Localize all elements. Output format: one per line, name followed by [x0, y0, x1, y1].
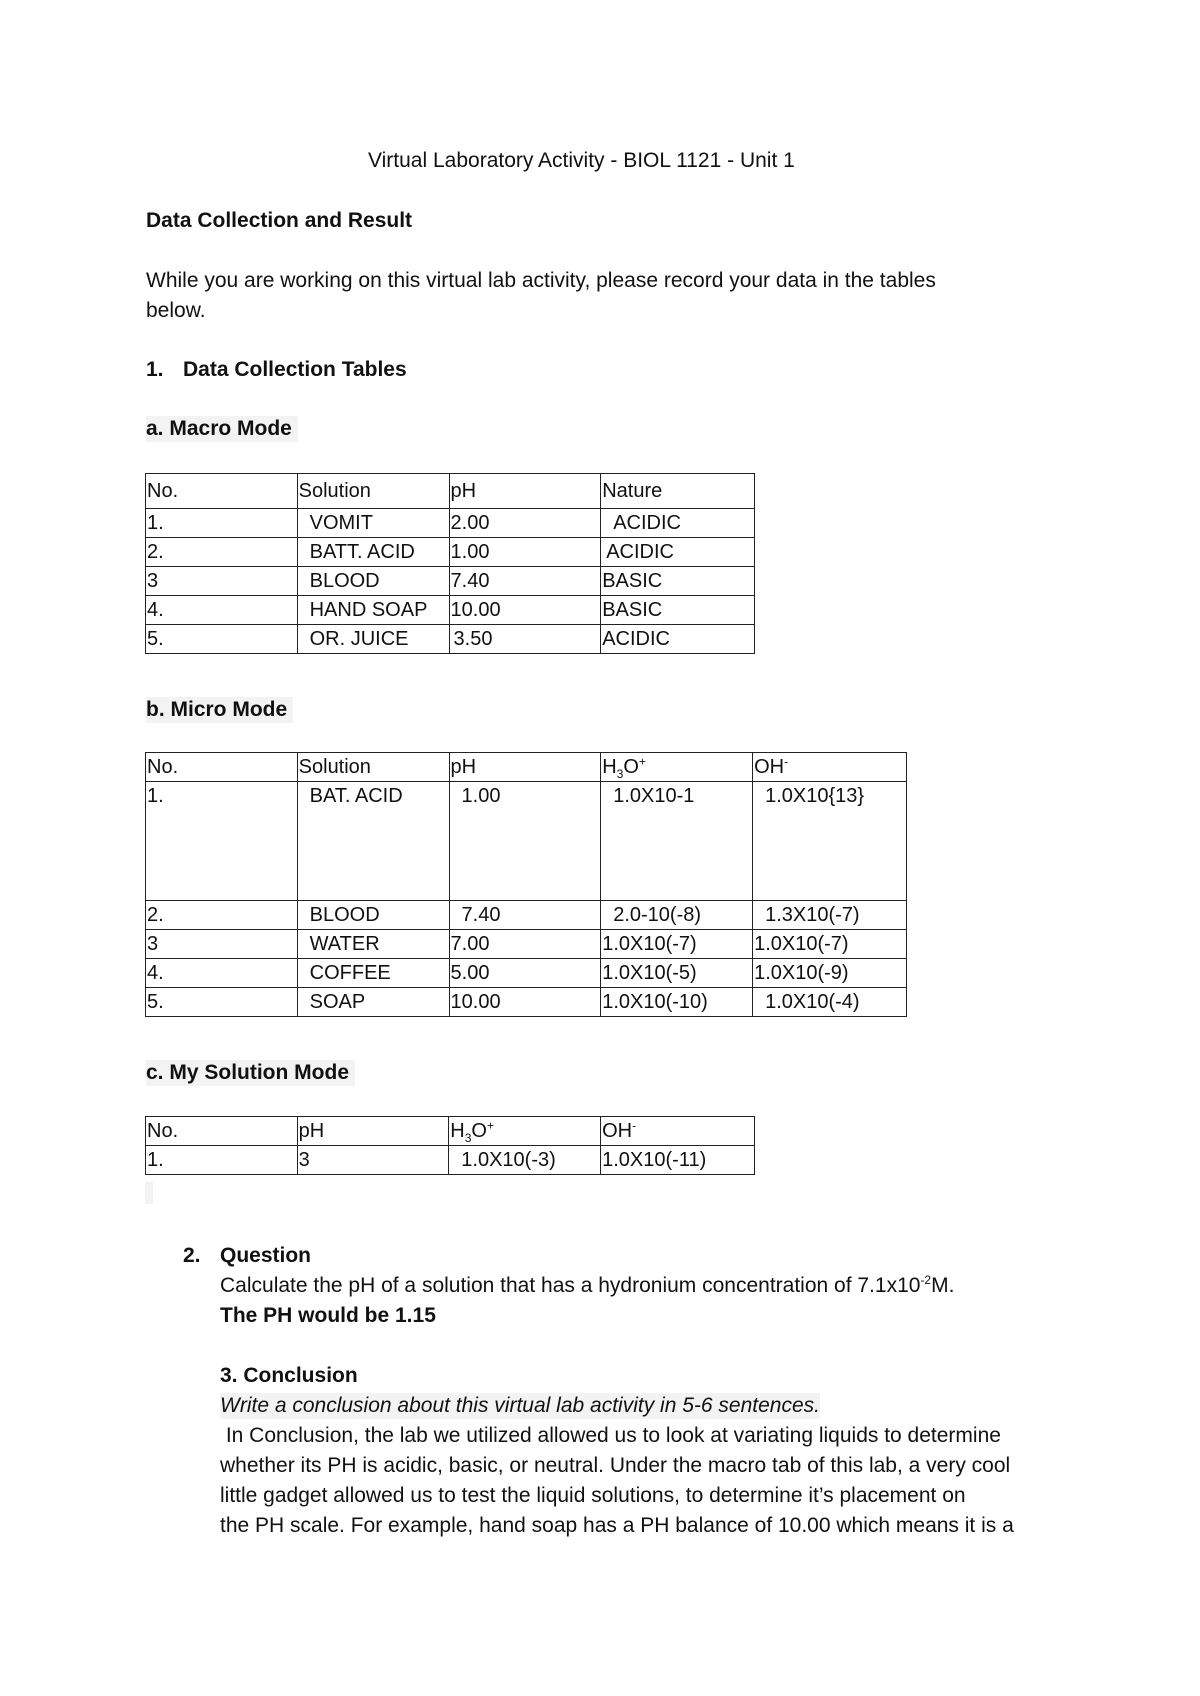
table-cell: 1.0X10(-7) [601, 930, 753, 959]
table-row [146, 959, 907, 988]
table-cell: 10.00 [449, 596, 601, 625]
table-cell: BLOOD [297, 567, 449, 596]
table-cell: 1. [146, 1146, 298, 1175]
table-cell: 1.0X10(-7) [753, 930, 907, 959]
table-cell: VOMIT [297, 509, 449, 538]
table-cell: 2. [146, 538, 298, 567]
table-cell: BAT. ACID [297, 782, 449, 901]
table-cell: 1. [146, 509, 298, 538]
table-cell: BASIC [601, 596, 755, 625]
header-cell: pH [297, 1117, 449, 1146]
table-cell: 1.0X10(-10) [601, 988, 753, 1017]
table-cell: 1.00 [449, 782, 601, 901]
table-row [146, 509, 755, 538]
conclusion-line-4: the PH scale. For example, hand soap has a PH balance of 10.00 which means it is a [220, 1514, 1014, 1537]
table-cell: OR. JUICE [297, 625, 449, 654]
mysolution-heading: c. My Solution Mode [146, 1060, 355, 1086]
header-cell: Solution [297, 474, 449, 509]
table-cell: BLOOD [297, 901, 449, 930]
table-cell: 1. [146, 782, 298, 901]
table-cell: 1.0X10{13} [753, 782, 907, 901]
question-number: 2. [183, 1244, 201, 1267]
page-title: Virtual Laboratory Activity - BIOL 1121 - Unit 1 [368, 149, 795, 172]
section-heading: Data Collection and Result [146, 209, 413, 232]
table-cell: 1.00 [449, 538, 601, 567]
header-cell-hydroxide: OH- [601, 1117, 755, 1146]
table-row [146, 988, 907, 1017]
header-cell: No. [146, 1117, 298, 1146]
table-cell: 1.3X10(-7) [753, 901, 907, 930]
table-cell: 1.0X10(-9) [753, 959, 907, 988]
table-cell: 2.0-10(-8) [601, 901, 753, 930]
table-cell: 5. [146, 988, 298, 1017]
table-cell: 7.00 [449, 930, 601, 959]
header-cell: No. [146, 753, 298, 782]
table-cell: COFFEE [297, 959, 449, 988]
table-row [146, 930, 907, 959]
table-cell: ACIDIC [601, 625, 755, 654]
table-cell: 3 [146, 567, 298, 596]
table-cell: 1.0X10(-3) [449, 1146, 601, 1175]
micro-heading: b. Micro Mode [146, 697, 293, 723]
table-cell: 3 [146, 930, 298, 959]
mysolution-table [145, 1116, 755, 1175]
table-cell: 10.00 [449, 988, 601, 1017]
question-text: Calculate the pH of a solution that has a hydronium concentration of $7.1x10^{-2}M$. [220, 1273, 955, 1297]
question-label: Question [220, 1244, 312, 1267]
table-header-row [146, 753, 907, 782]
section-1-number: 1. [146, 358, 164, 381]
conclusion-line-3: little gadget allowed us to test the liquid solutions, to determine it’s placement on [220, 1484, 966, 1507]
header-cell: Solution [297, 753, 449, 782]
conclusion-prompt: Write a conclusion about this virtual lab activity in 5-6 sentences. [220, 1394, 820, 1417]
table-cell: 3.50 [449, 625, 601, 654]
table-row [146, 1146, 755, 1175]
table-cell: 7.40 [449, 567, 601, 596]
blank-marker [145, 1182, 153, 1204]
table-cell: 3 [297, 1146, 449, 1175]
table-cell: 5.00 [449, 959, 601, 988]
table-cell: 1.0X10(-5) [601, 959, 753, 988]
table-header-row [146, 474, 755, 509]
header-cell: pH [449, 753, 601, 782]
table-cell: 1.0X10(-11) [601, 1146, 755, 1175]
header-cell-hydronium: $H_3O^+$ [449, 1117, 601, 1146]
table-row [146, 538, 755, 567]
header-cell-hydronium: $H_3O^+$ [601, 753, 753, 782]
table-cell: SOAP [297, 988, 449, 1017]
macro-heading: a. Macro Mode [146, 416, 298, 442]
section-1-label: Data Collection Tables [183, 358, 407, 381]
table-cell: BASIC [601, 567, 755, 596]
conclusion-heading: 3. Conclusion [220, 1364, 358, 1387]
macro-table [145, 473, 755, 654]
micro-table [145, 752, 907, 1017]
table-cell: WATER [297, 930, 449, 959]
table-cell: 1.0X10(-4) [753, 988, 907, 1017]
header-cell: No. [146, 474, 298, 509]
conclusion-line-1: In Conclusion, the lab we utilized allowed us to look at variating liquids to determine [220, 1424, 1001, 1447]
intro-line-2: below. [146, 299, 206, 322]
question-answer: The PH would be 1.15 [220, 1304, 436, 1327]
header-cell: pH [449, 474, 601, 509]
table-row [146, 901, 907, 930]
table-cell: 7.40 [449, 901, 601, 930]
table-cell: HAND SOAP [297, 596, 449, 625]
table-cell: 4. [146, 596, 298, 625]
table-cell: 2.00 [449, 509, 601, 538]
table-cell: BATT. ACID [297, 538, 449, 567]
table-cell: 1.0X10-1 [601, 782, 753, 901]
conclusion-line-2: whether its PH is acidic, basic, or neutral. Under the macro tab of this lab, a very cool [220, 1454, 1011, 1477]
table-row [146, 596, 755, 625]
table-cell: ACIDIC [601, 509, 755, 538]
header-cell: Nature [601, 474, 755, 509]
header-cell-hydroxide: OH- [753, 753, 907, 782]
table-header-row [146, 1117, 755, 1146]
table-cell: 2. [146, 901, 298, 930]
table-row [146, 625, 755, 654]
intro-line-1: While you are working on this virtual lab activity, please record your data in the tables [146, 269, 936, 292]
table-cell: ACIDIC [601, 538, 755, 567]
table-row [146, 782, 907, 901]
table-cell: 4. [146, 959, 298, 988]
table-row [146, 567, 755, 596]
table-cell: 5. [146, 625, 298, 654]
